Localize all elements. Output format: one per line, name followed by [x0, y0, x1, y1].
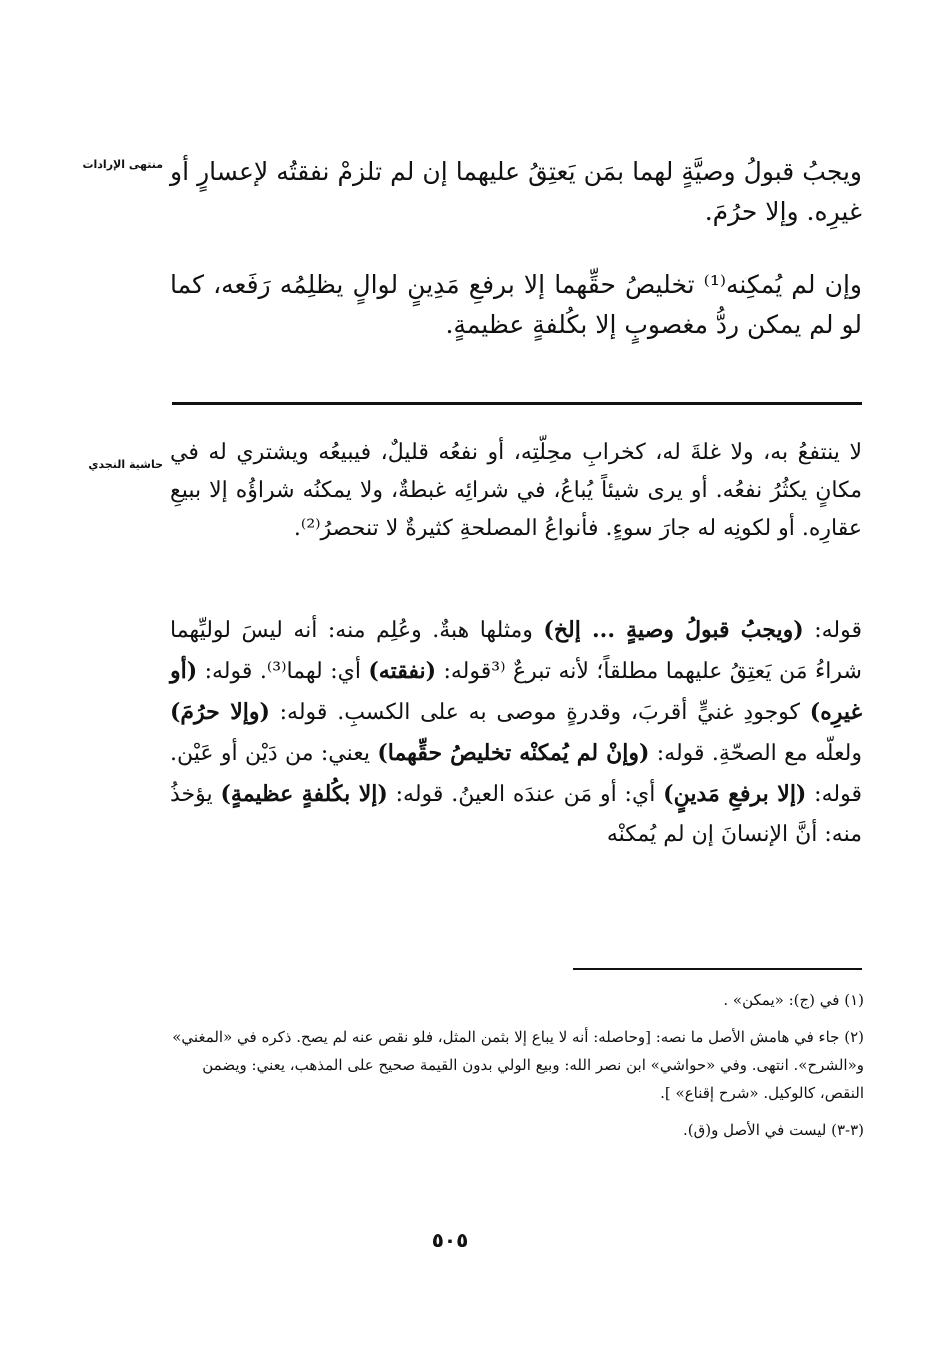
quoted-phrase: (وإلا حرُمَ): [170, 699, 270, 725]
text-run: ومثلها هبةٌ. وعُلِم منه: أنه ليسَ لوليِّهما شراءُ مَن يَعتِقُ عليهما مطلقاً؛ لأنه تبرعٌ ⁽³قوله:: [170, 618, 862, 684]
quoted-phrase: (نفقته): [368, 658, 437, 684]
text-run: يعني: من دَيْن أو عَيْن. قوله:: [170, 741, 862, 807]
hashiya-commentary: [170, 610, 862, 855]
text-run: أي: أو مَن عندَه العينُ. قوله:: [387, 782, 664, 807]
quoted-phrase: (ويجبُ قبولُ وصيةٍ ... إلخ): [543, 617, 804, 643]
text-run: أي: لهما⁽³⁾. قوله:: [197, 659, 369, 684]
footnote-divider: [573, 968, 862, 970]
quoted-phrase: (وإنْ لم يُمكنْه تخليصُ حقِّهما): [377, 740, 650, 766]
footnote-1: (١) في (ج): «يمكن» .: [723, 991, 864, 1009]
side-label-hashiya: حاشية النجدي: [88, 458, 163, 471]
page-number: ٥٠٥: [431, 1228, 469, 1252]
text-run: يؤخذُ منه: أنَّ الإنسانَ إن لم يُمكنْه: [170, 782, 862, 847]
footnotes: [160, 986, 864, 1153]
text-run: ولعلّه مع الصحّةِ. قوله:: [649, 741, 863, 766]
matn-paragraph-2: وإن لم يُمكِنه⁽¹⁾ تخليصُ حقِّهما إلا برفعِ مَدِينٍ لوالٍ يظلِمُه رَفَعه، كما لو لم يمكن ردُّ مغصوبٍ إلا بكُلفةٍ عظيمةٍ.: [170, 270, 862, 339]
hashiya-paragraph-1: لا ينتفعُ به، ولا غلةَ له، كخرابِ محِلّتِه، أو نفعُه قليلٌ، فيبيعُه ويشتري له في مكانٍ يكثُرُ نفعُه. أو يرى شيئاً يُباعُ، في شرائِه غبطةٌ، ولا يمكنُه شراؤُه إلا ببيعِ عقارِه. أو لكونِه له جارَ سوءٍ. فأنواعُ المصلحةِ كثيرةٌ لا تنحصرُ⁽²⁾.: [170, 440, 862, 541]
text-run: كوجودِ غنيٍّ أقربَ، وقدرةٍ موصى به على الكسبِ. قوله:: [269, 700, 810, 725]
side-label-muntaha: منتهى الإرادات: [82, 158, 163, 171]
hashiya-text: [170, 434, 862, 548]
quoted-phrase: (إلا بكُلفةٍ عظيمةٍ): [220, 781, 388, 807]
section-divider: [172, 402, 862, 405]
hashiya-paragraph-2: [170, 610, 862, 855]
quoted-phrase: (أو غيرِه): [170, 658, 862, 725]
matn-paragraph-1: ويجبُ قبولُ وصيَّةٍ لهما بمَن يَعتِقُ عليهما إن لم تلزمْ نفقتُه لإعسارٍ أو غيرِه. وإلا حرُمَ.: [170, 157, 862, 226]
quoted-phrase: (إلا برفعِ مَدينٍ): [663, 781, 807, 807]
matn-text: [170, 152, 862, 345]
text-run: قوله:: [803, 618, 862, 643]
footnote-2: (٢) جاء في هامش الأصل ما نصه: [وحاصله: أنه لا يباع إلا بثمن المثل، فلو نقص عنه لم يصح. ذكره في «المغني» و«الشرح». انتهى. وفي «حواشي» ابن نصر الله: وبيع الولي بدون القيمة صحيح على المذهب، يعني: ويضمن النقص، كالوكيل. «شرح إقناع» ].: [172, 1028, 864, 1102]
footnote-3: (٣-٣) ليست في الأصل و(ق).: [682, 1121, 864, 1139]
